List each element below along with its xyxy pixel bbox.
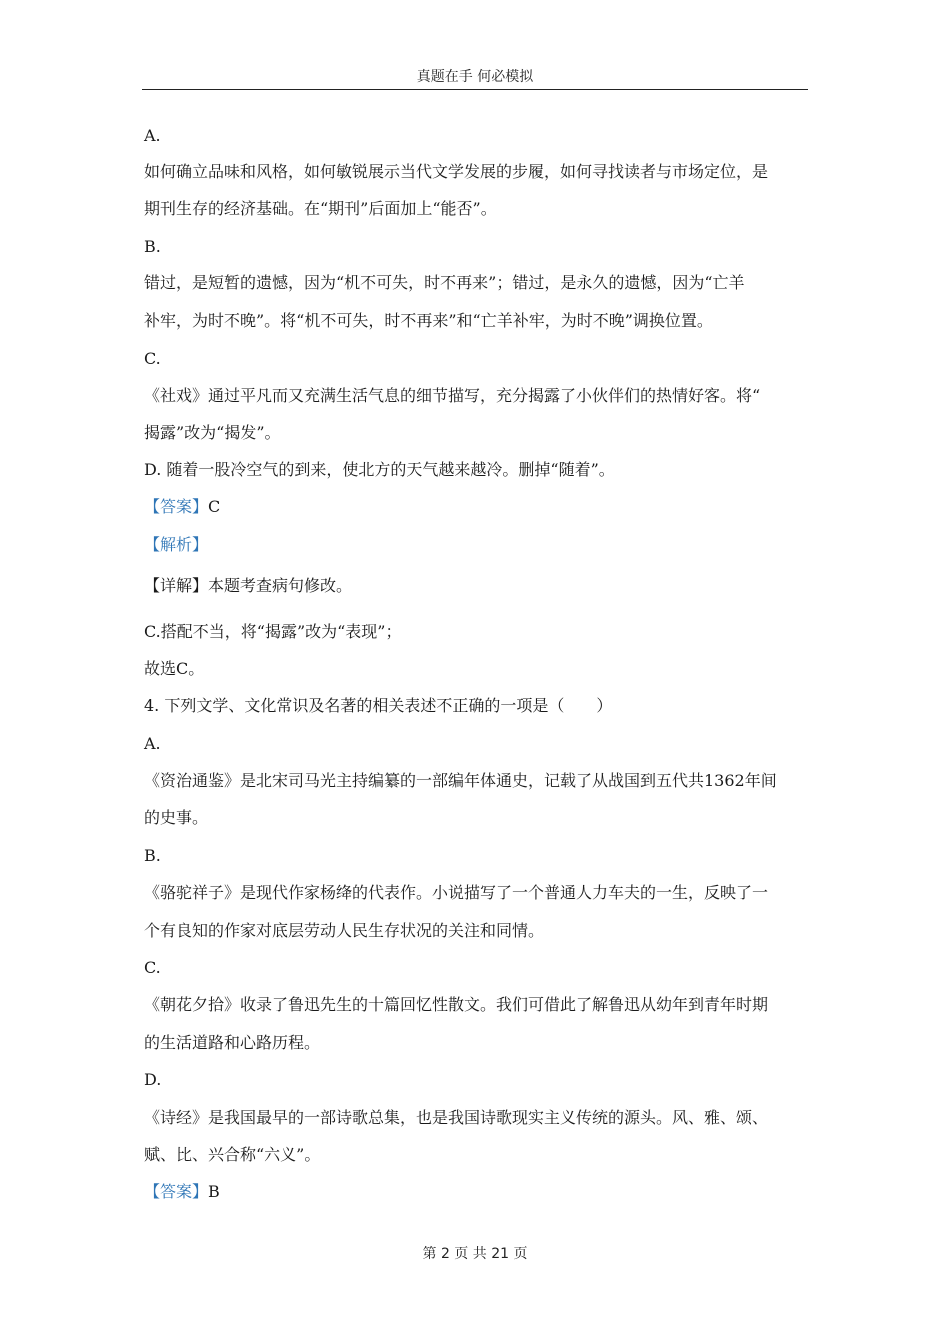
body-text: 如何确立品味和风格，如何敏锐展示当代文学发展的步履，如何寻找读者与市场定位，是 <box>144 162 769 181</box>
answer-tag: 【答案】 <box>144 1182 209 1201</box>
page-header-title: 真题在手 何必模拟 <box>416 69 534 85</box>
body-text: 错过，是短暂的遗憾，因为“机不可失，时不再来”；错过，是永久的遗憾，因为“亡羊 <box>144 273 745 292</box>
option-label: A. <box>144 126 161 145</box>
body-text: 个有良知的作家对底层劳动人民生存状况的关注和同情。 <box>144 921 545 940</box>
analysis-tag: 【解析】 <box>144 535 209 554</box>
body-text: 揭露”改为“揭发”。 <box>144 423 281 442</box>
body-text: 的史事。 <box>144 808 209 827</box>
explain-text: C.搭配不当，将“揭露”改为“表现”； <box>144 622 402 641</box>
answer-line <box>144 497 220 517</box>
option-label: C. <box>144 349 161 368</box>
body-text: 《资治通鉴》是北宋司马光主持编纂的一部编年体通史，记载了从战国到五代共1362年间 <box>144 771 777 790</box>
detail-text: 【详解】本题考查病句修改。 <box>144 576 353 595</box>
body-text: 《社戏》通过平凡而又充满生活气息的细节描写，充分揭露了小伙伴们的热情好客。将“ <box>144 386 761 405</box>
question-4-stem: 4. 下列文学、文化常识及名著的相关表述不正确的一项是（ ） <box>144 696 613 715</box>
body-text: 期刊生存的经济基础。在“期刊”后面加上“能否”。 <box>144 199 497 218</box>
body-text: 补牢，为时不晚”。将“机不可失，时不再来”和“亡羊补牢，为时不晚”调换位置。 <box>144 311 713 330</box>
answer-value: B <box>208 1182 220 1201</box>
option-label: D. <box>144 1070 162 1089</box>
option-label: A. <box>144 734 161 753</box>
body-text: 《朝花夕拾》收录了鲁迅先生的十篇回忆性散文。我们可借此了解鲁迅从幼年到青年时期 <box>144 995 769 1014</box>
body-text: 赋、比、兴合称“六义”。 <box>144 1145 321 1164</box>
option-label: B. <box>144 237 161 256</box>
body-text: D. 随着一股冷空气的到来，使北方的天气越来越冷。删掉“随着”。 <box>144 460 615 479</box>
page-number: 第 2 页 共 21 页 <box>422 1246 528 1262</box>
answer-tag: 【答案】 <box>144 497 209 516</box>
body-text: 《诗经》是我国最早的一部诗歌总集，也是我国诗歌现实主义传统的源头。风、雅、颂、 <box>144 1108 769 1127</box>
option-label: C. <box>144 958 161 977</box>
answer-value: C <box>208 497 221 516</box>
body-text: 《骆驼祥子》是现代作家杨绛的代表作。小说描写了一个普通人力车夫的一生，反映了一 <box>144 883 769 902</box>
body-text: 的生活道路和心路历程。 <box>144 1033 321 1052</box>
header-divider <box>142 89 808 90</box>
explain-text: 故选C。 <box>144 659 205 678</box>
answer-line <box>144 1182 220 1202</box>
option-label: B. <box>144 846 161 865</box>
